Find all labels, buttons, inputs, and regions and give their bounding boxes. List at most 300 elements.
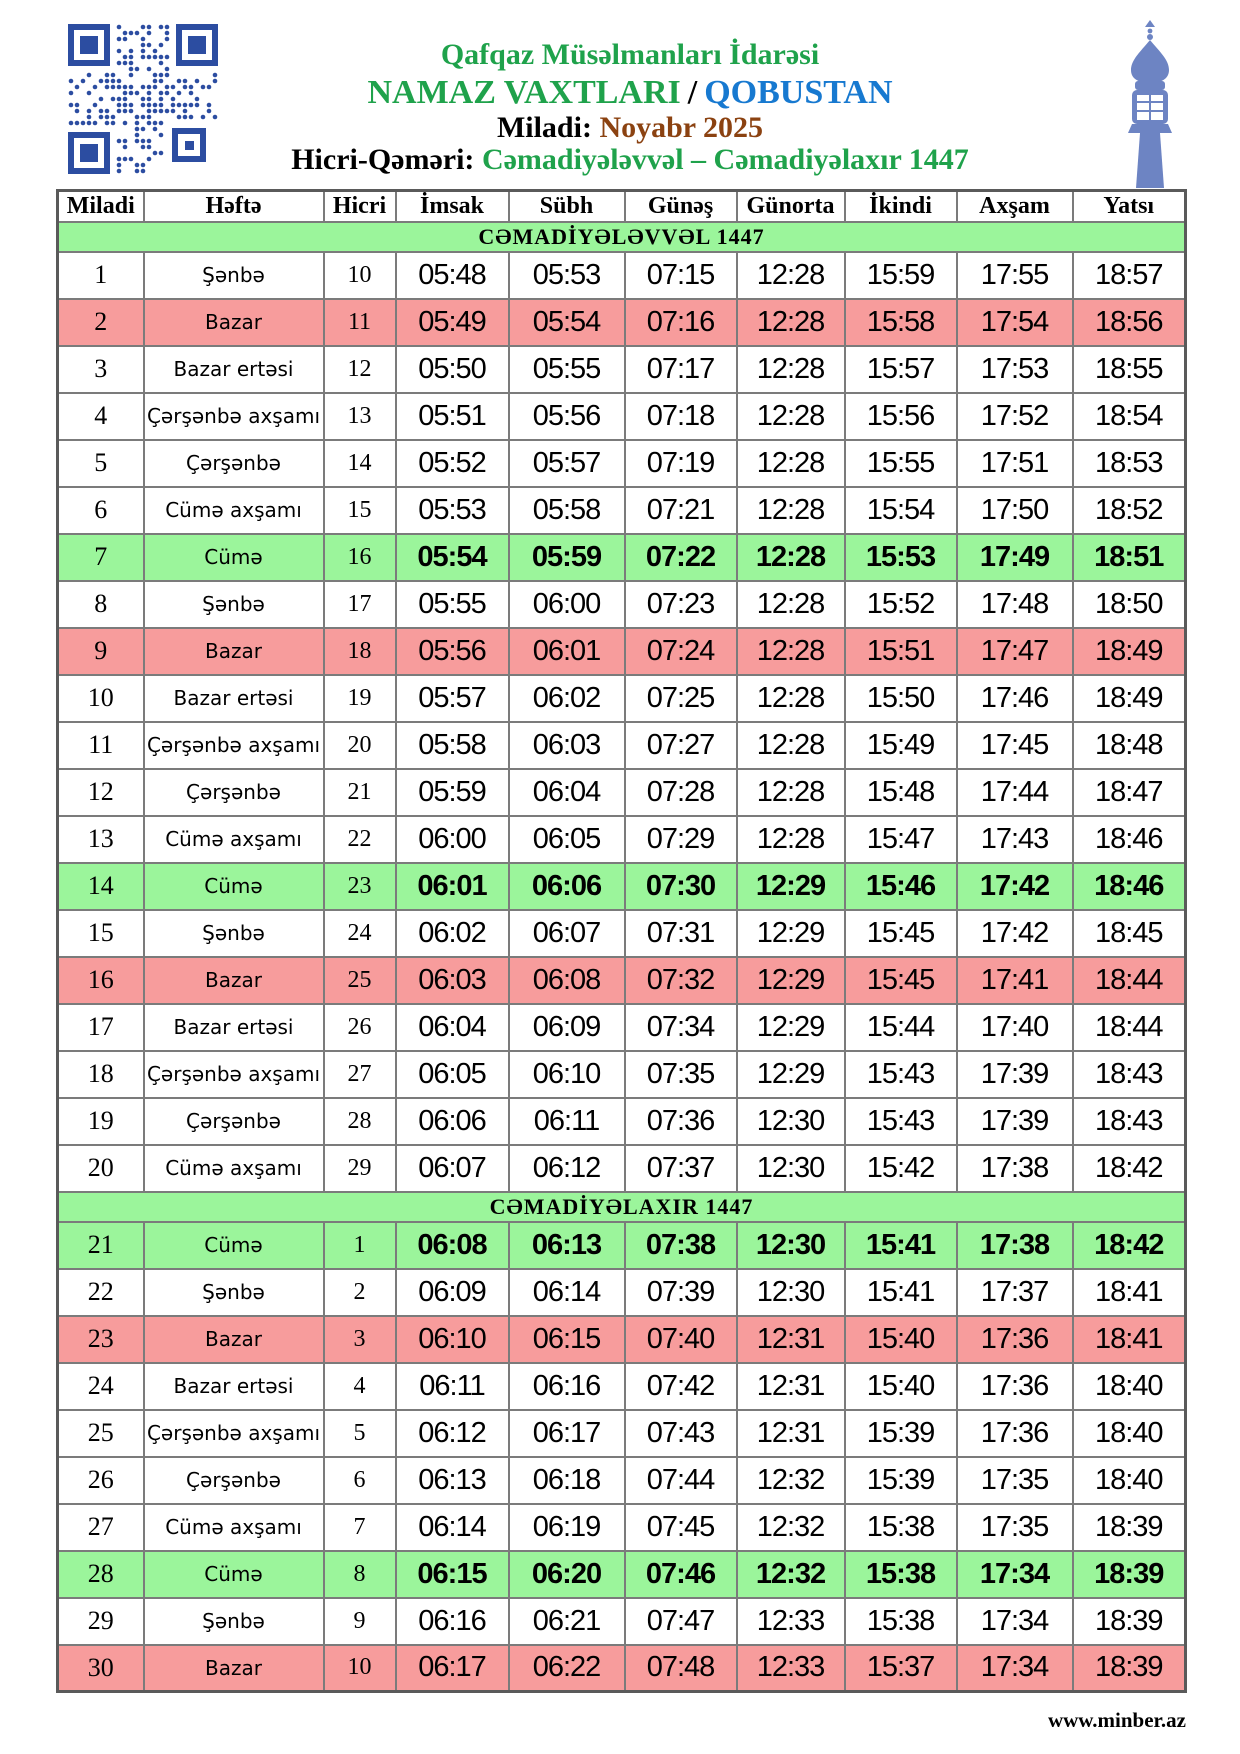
table-row xyxy=(58,1645,1186,1692)
cell-time-subh: 06:13 xyxy=(509,1222,625,1269)
cell-time-imsak: 06:16 xyxy=(396,1598,509,1645)
cell-time-imsak: 06:04 xyxy=(396,1004,509,1051)
cell-weekday: Cümə xyxy=(144,863,324,910)
cell-time-gunorta: 12:28 xyxy=(737,722,845,769)
cell-miladi: 17 xyxy=(58,1004,144,1051)
cell-time-ikindi: 15:40 xyxy=(845,1363,957,1410)
cell-weekday: Bazar ertəsi xyxy=(144,1363,324,1410)
table-row xyxy=(58,1504,1186,1551)
cell-time-yatsi: 18:49 xyxy=(1073,628,1186,675)
cell-time-aksam: 17:39 xyxy=(957,1098,1073,1145)
cell-time-ikindi: 15:53 xyxy=(845,534,957,581)
cell-miladi: 7 xyxy=(58,534,144,581)
cell-time-subh: 06:01 xyxy=(509,628,625,675)
cell-time-yatsi: 18:55 xyxy=(1073,346,1186,393)
column-header-ikindi: İkindi xyxy=(845,191,957,222)
cell-time-imsak: 06:06 xyxy=(396,1098,509,1145)
cell-time-imsak: 05:48 xyxy=(396,252,509,299)
cell-weekday: Bazar ertəsi xyxy=(144,675,324,722)
cell-hicri: 5 xyxy=(324,1410,396,1457)
hicri-line xyxy=(230,144,1030,176)
column-header-hefte: Həftə xyxy=(144,191,324,222)
cell-time-aksam: 17:42 xyxy=(957,863,1073,910)
cell-time-yatsi: 18:46 xyxy=(1073,816,1186,863)
cell-time-gunorta: 12:33 xyxy=(737,1645,845,1692)
cell-time-gunes: 07:16 xyxy=(625,299,737,346)
cell-time-yatsi: 18:53 xyxy=(1073,440,1186,487)
cell-time-yatsi: 18:51 xyxy=(1073,534,1186,581)
cell-time-ikindi: 15:54 xyxy=(845,487,957,534)
cell-time-yatsi: 18:46 xyxy=(1073,863,1186,910)
table-row xyxy=(58,1363,1186,1410)
cell-time-subh: 06:16 xyxy=(509,1363,625,1410)
cell-time-imsak: 06:14 xyxy=(396,1504,509,1551)
cell-time-gunorta: 12:28 xyxy=(737,816,845,863)
cell-miladi: 30 xyxy=(58,1645,144,1692)
cell-time-imsak: 05:54 xyxy=(396,534,509,581)
cell-time-gunes: 07:23 xyxy=(625,581,737,628)
cell-weekday: Şənbə xyxy=(144,1598,324,1645)
cell-time-gunorta: 12:29 xyxy=(737,1051,845,1098)
cell-time-aksam: 17:41 xyxy=(957,957,1073,1004)
cell-hicri: 10 xyxy=(324,252,396,299)
cell-time-subh: 06:08 xyxy=(509,957,625,1004)
location-title: QOBUSTAN xyxy=(704,74,893,111)
cell-miladi: 11 xyxy=(58,722,144,769)
cell-time-imsak: 06:01 xyxy=(396,863,509,910)
cell-time-aksam: 17:36 xyxy=(957,1316,1073,1363)
cell-time-gunorta: 12:28 xyxy=(737,440,845,487)
cell-time-ikindi: 15:40 xyxy=(845,1316,957,1363)
cell-time-subh: 05:56 xyxy=(509,393,625,440)
cell-time-ikindi: 15:45 xyxy=(845,957,957,1004)
cell-time-imsak: 06:11 xyxy=(396,1363,509,1410)
cell-time-gunorta: 12:29 xyxy=(737,1004,845,1051)
cell-time-ikindi: 15:45 xyxy=(845,910,957,957)
cell-time-aksam: 17:36 xyxy=(957,1363,1073,1410)
prayer-times-table xyxy=(56,189,1187,1693)
cell-time-gunorta: 12:31 xyxy=(737,1363,845,1410)
cell-time-gunes: 07:44 xyxy=(625,1457,737,1504)
table-row xyxy=(58,346,1186,393)
cell-time-gunorta: 12:28 xyxy=(737,487,845,534)
cell-time-gunes: 07:24 xyxy=(625,628,737,675)
cell-miladi: 24 xyxy=(58,1363,144,1410)
cell-hicri: 29 xyxy=(324,1145,396,1192)
cell-weekday: Bazar ertəsi xyxy=(144,1004,324,1051)
cell-miladi: 16 xyxy=(58,957,144,1004)
cell-weekday: Cümə axşamı xyxy=(144,816,324,863)
cell-time-ikindi: 15:38 xyxy=(845,1504,957,1551)
cell-time-gunes: 07:32 xyxy=(625,957,737,1004)
cell-time-subh: 06:04 xyxy=(509,769,625,816)
cell-time-gunorta: 12:28 xyxy=(737,628,845,675)
cell-time-yatsi: 18:52 xyxy=(1073,487,1186,534)
cell-miladi: 13 xyxy=(58,816,144,863)
cell-time-gunes: 07:48 xyxy=(625,1645,737,1692)
cell-hicri: 13 xyxy=(324,393,396,440)
cell-time-gunes: 07:45 xyxy=(625,1504,737,1551)
cell-weekday: Çərşənbə axşamı xyxy=(144,1410,324,1457)
table-row xyxy=(58,1145,1186,1192)
cell-miladi: 28 xyxy=(58,1551,144,1598)
cell-time-subh: 06:19 xyxy=(509,1504,625,1551)
cell-hicri: 17 xyxy=(324,581,396,628)
cell-time-gunes: 07:15 xyxy=(625,252,737,299)
cell-time-ikindi: 15:38 xyxy=(845,1551,957,1598)
cell-miladi: 2 xyxy=(58,299,144,346)
table-row xyxy=(58,816,1186,863)
cell-time-gunorta: 12:28 xyxy=(737,393,845,440)
cell-time-ikindi: 15:39 xyxy=(845,1457,957,1504)
cell-weekday: Çərşənbə xyxy=(144,1457,324,1504)
cell-time-gunes: 07:40 xyxy=(625,1316,737,1363)
cell-time-ikindi: 15:38 xyxy=(845,1598,957,1645)
cell-time-aksam: 17:47 xyxy=(957,628,1073,675)
cell-time-yatsi: 18:54 xyxy=(1073,393,1186,440)
miladi-label: Miladi: xyxy=(496,111,592,144)
cell-miladi: 22 xyxy=(58,1269,144,1316)
cell-time-ikindi: 15:50 xyxy=(845,675,957,722)
cell-time-yatsi: 18:44 xyxy=(1073,957,1186,1004)
cell-time-ikindi: 15:57 xyxy=(845,346,957,393)
section-header-row xyxy=(58,1192,1186,1222)
table-row xyxy=(58,534,1186,581)
cell-time-gunes: 07:19 xyxy=(625,440,737,487)
cell-time-gunes: 07:21 xyxy=(625,487,737,534)
cell-hicri: 1 xyxy=(324,1222,396,1269)
cell-time-yatsi: 18:48 xyxy=(1073,722,1186,769)
cell-weekday: Bazar ertəsi xyxy=(144,346,324,393)
cell-time-yatsi: 18:39 xyxy=(1073,1551,1186,1598)
cell-time-aksam: 17:50 xyxy=(957,487,1073,534)
cell-weekday: Cümə xyxy=(144,534,324,581)
cell-time-ikindi: 15:46 xyxy=(845,863,957,910)
table-row xyxy=(58,1222,1186,1269)
cell-time-imsak: 05:53 xyxy=(396,487,509,534)
cell-time-subh: 06:09 xyxy=(509,1004,625,1051)
cell-weekday: Şənbə xyxy=(144,910,324,957)
cell-hicri: 3 xyxy=(324,1316,396,1363)
miladi-line xyxy=(230,112,1030,144)
cell-weekday: Şənbə xyxy=(144,581,324,628)
table-row xyxy=(58,1551,1186,1598)
cell-miladi: 5 xyxy=(58,440,144,487)
cell-miladi: 25 xyxy=(58,1410,144,1457)
table-row xyxy=(58,628,1186,675)
footer-website: www.minber.az xyxy=(1047,1708,1186,1732)
cell-time-gunes: 07:37 xyxy=(625,1145,737,1192)
cell-time-ikindi: 15:59 xyxy=(845,252,957,299)
table-row xyxy=(58,910,1186,957)
cell-time-gunorta: 12:30 xyxy=(737,1269,845,1316)
cell-time-yatsi: 18:56 xyxy=(1073,299,1186,346)
cell-hicri: 11 xyxy=(324,299,396,346)
cell-time-subh: 06:06 xyxy=(509,863,625,910)
cell-time-aksam: 17:34 xyxy=(957,1645,1073,1692)
header-titles xyxy=(230,36,1030,176)
cell-miladi: 14 xyxy=(58,863,144,910)
cell-weekday: Cümə xyxy=(144,1551,324,1598)
cell-hicri: 8 xyxy=(324,1551,396,1598)
cell-hicri: 23 xyxy=(324,863,396,910)
cell-time-ikindi: 15:49 xyxy=(845,722,957,769)
cell-time-yatsi: 18:39 xyxy=(1073,1504,1186,1551)
cell-time-gunes: 07:35 xyxy=(625,1051,737,1098)
cell-time-ikindi: 15:43 xyxy=(845,1051,957,1098)
table-row xyxy=(58,957,1186,1004)
table-row xyxy=(58,863,1186,910)
cell-time-gunes: 07:31 xyxy=(625,910,737,957)
cell-hicri: 18 xyxy=(324,628,396,675)
cell-time-aksam: 17:38 xyxy=(957,1145,1073,1192)
cell-time-aksam: 17:54 xyxy=(957,299,1073,346)
cell-time-ikindi: 15:43 xyxy=(845,1098,957,1145)
cell-miladi: 8 xyxy=(58,581,144,628)
cell-time-yatsi: 18:41 xyxy=(1073,1316,1186,1363)
table-row xyxy=(58,722,1186,769)
qr-code-icon xyxy=(68,24,218,174)
cell-time-imsak: 05:50 xyxy=(396,346,509,393)
cell-hicri: 15 xyxy=(324,487,396,534)
cell-time-imsak: 05:59 xyxy=(396,769,509,816)
cell-time-gunes: 07:46 xyxy=(625,1551,737,1598)
cell-time-subh: 05:54 xyxy=(509,299,625,346)
hicri-label: Hicri-Qəməri: xyxy=(291,143,475,176)
cell-hicri: 22 xyxy=(324,816,396,863)
cell-time-gunes: 07:36 xyxy=(625,1098,737,1145)
cell-time-imsak: 06:10 xyxy=(396,1316,509,1363)
cell-time-subh: 06:12 xyxy=(509,1145,625,1192)
cell-miladi: 4 xyxy=(58,393,144,440)
cell-time-imsak: 05:56 xyxy=(396,628,509,675)
table-row xyxy=(58,1598,1186,1645)
cell-miladi: 23 xyxy=(58,1316,144,1363)
cell-hicri: 19 xyxy=(324,675,396,722)
cell-time-gunorta: 12:31 xyxy=(737,1316,845,1363)
table-row xyxy=(58,1098,1186,1145)
cell-weekday: Bazar xyxy=(144,628,324,675)
cell-time-gunorta: 12:28 xyxy=(737,534,845,581)
cell-time-yatsi: 18:41 xyxy=(1073,1269,1186,1316)
hicri-value: Cəmadiyələvvəl – Cəmadiyəlaxır 1447 xyxy=(481,143,969,176)
cell-weekday: Çərşənbə axşamı xyxy=(144,393,324,440)
table-row xyxy=(58,1004,1186,1051)
cell-time-gunorta: 12:32 xyxy=(737,1551,845,1598)
cell-time-gunorta: 12:30 xyxy=(737,1098,845,1145)
cell-hicri: 16 xyxy=(324,534,396,581)
cell-time-imsak: 05:52 xyxy=(396,440,509,487)
cell-time-subh: 06:02 xyxy=(509,675,625,722)
cell-hicri: 20 xyxy=(324,722,396,769)
cell-time-yatsi: 18:50 xyxy=(1073,581,1186,628)
cell-time-ikindi: 15:52 xyxy=(845,581,957,628)
cell-time-gunes: 07:47 xyxy=(625,1598,737,1645)
table-row xyxy=(58,1051,1186,1098)
cell-weekday: Bazar xyxy=(144,957,324,1004)
cell-time-aksam: 17:40 xyxy=(957,1004,1073,1051)
cell-time-gunorta: 12:33 xyxy=(737,1598,845,1645)
cell-time-subh: 06:22 xyxy=(509,1645,625,1692)
cell-time-ikindi: 15:39 xyxy=(845,1410,957,1457)
cell-time-aksam: 17:36 xyxy=(957,1410,1073,1457)
cell-time-aksam: 17:44 xyxy=(957,769,1073,816)
column-header-subh: Sübh xyxy=(509,191,625,222)
cell-miladi: 20 xyxy=(58,1145,144,1192)
cell-time-yatsi: 18:40 xyxy=(1073,1363,1186,1410)
cell-weekday: Çərşənbə xyxy=(144,440,324,487)
cell-hicri: 27 xyxy=(324,1051,396,1098)
cell-time-yatsi: 18:45 xyxy=(1073,910,1186,957)
cell-time-ikindi: 15:58 xyxy=(845,299,957,346)
cell-time-aksam: 17:49 xyxy=(957,534,1073,581)
cell-time-subh: 06:14 xyxy=(509,1269,625,1316)
cell-time-gunes: 07:22 xyxy=(625,534,737,581)
cell-weekday: Çərşənbə axşamı xyxy=(144,1051,324,1098)
cell-hicri: 10 xyxy=(324,1645,396,1692)
cell-miladi: 9 xyxy=(58,628,144,675)
cell-time-yatsi: 18:42 xyxy=(1073,1145,1186,1192)
cell-time-gunorta: 12:32 xyxy=(737,1504,845,1551)
cell-time-yatsi: 18:40 xyxy=(1073,1457,1186,1504)
org-title: Qafqaz Müsəlmanları İdarəsi xyxy=(440,38,820,71)
cell-hicri: 9 xyxy=(324,1598,396,1645)
cell-time-ikindi: 15:41 xyxy=(845,1269,957,1316)
cell-time-subh: 05:58 xyxy=(509,487,625,534)
cell-time-imsak: 05:57 xyxy=(396,675,509,722)
cell-time-gunes: 07:17 xyxy=(625,346,737,393)
miladi-value: Noyabr 2025 xyxy=(599,111,764,144)
cell-time-imsak: 06:08 xyxy=(396,1222,509,1269)
cell-weekday: Çərşənbə xyxy=(144,1098,324,1145)
table-row xyxy=(58,581,1186,628)
cell-time-ikindi: 15:47 xyxy=(845,816,957,863)
cell-time-yatsi: 18:39 xyxy=(1073,1645,1186,1692)
cell-time-gunes: 07:18 xyxy=(625,393,737,440)
cell-miladi: 15 xyxy=(58,910,144,957)
cell-time-gunorta: 12:30 xyxy=(737,1145,845,1192)
cell-miladi: 3 xyxy=(58,346,144,393)
cell-time-gunorta: 12:28 xyxy=(737,769,845,816)
cell-time-gunorta: 12:28 xyxy=(737,581,845,628)
cell-hicri: 26 xyxy=(324,1004,396,1051)
prayer-table-header-row xyxy=(58,191,1186,222)
cell-hicri: 6 xyxy=(324,1457,396,1504)
cell-time-gunorta: 12:31 xyxy=(737,1410,845,1457)
cell-hicri: 24 xyxy=(324,910,396,957)
table-row xyxy=(58,1269,1186,1316)
cell-time-subh: 05:53 xyxy=(509,252,625,299)
cell-miladi: 18 xyxy=(58,1051,144,1098)
cell-time-aksam: 17:34 xyxy=(957,1551,1073,1598)
cell-time-yatsi: 18:47 xyxy=(1073,769,1186,816)
cell-time-gunorta: 12:32 xyxy=(737,1457,845,1504)
cell-time-yatsi: 18:42 xyxy=(1073,1222,1186,1269)
cell-time-aksam: 17:35 xyxy=(957,1457,1073,1504)
cell-time-gunes: 07:27 xyxy=(625,722,737,769)
cell-miladi: 6 xyxy=(58,487,144,534)
cell-weekday: Bazar xyxy=(144,1645,324,1692)
cell-time-yatsi: 18:49 xyxy=(1073,675,1186,722)
cell-time-gunes: 07:38 xyxy=(625,1222,737,1269)
cell-time-imsak: 06:05 xyxy=(396,1051,509,1098)
column-header-gunes: Günəş xyxy=(625,191,737,222)
cell-time-gunorta: 12:28 xyxy=(737,675,845,722)
cell-hicri: 12 xyxy=(324,346,396,393)
cell-weekday: Cümə axşamı xyxy=(144,1145,324,1192)
cell-time-ikindi: 15:56 xyxy=(845,393,957,440)
cell-hicri: 25 xyxy=(324,957,396,1004)
cell-time-yatsi: 18:43 xyxy=(1073,1051,1186,1098)
cell-time-aksam: 17:43 xyxy=(957,816,1073,863)
section-header-row xyxy=(58,222,1186,252)
cell-time-subh: 06:07 xyxy=(509,910,625,957)
cell-miladi: 19 xyxy=(58,1098,144,1145)
cell-time-subh: 06:11 xyxy=(509,1098,625,1145)
cell-time-gunes: 07:34 xyxy=(625,1004,737,1051)
cell-time-gunorta: 12:29 xyxy=(737,957,845,1004)
cell-time-subh: 06:21 xyxy=(509,1598,625,1645)
cell-time-imsak: 05:51 xyxy=(396,393,509,440)
cell-time-subh: 06:17 xyxy=(509,1410,625,1457)
cell-time-subh: 06:05 xyxy=(509,816,625,863)
table-row xyxy=(58,1410,1186,1457)
cell-time-imsak: 05:58 xyxy=(396,722,509,769)
table-row xyxy=(58,393,1186,440)
cell-miladi: 21 xyxy=(58,1222,144,1269)
cell-time-subh: 05:57 xyxy=(509,440,625,487)
cell-time-aksam: 17:53 xyxy=(957,346,1073,393)
cell-time-yatsi: 18:40 xyxy=(1073,1410,1186,1457)
cell-time-aksam: 17:35 xyxy=(957,1504,1073,1551)
cell-weekday: Şənbə xyxy=(144,252,324,299)
cell-miladi: 26 xyxy=(58,1457,144,1504)
cell-time-ikindi: 15:55 xyxy=(845,440,957,487)
cell-time-aksam: 17:37 xyxy=(957,1269,1073,1316)
cell-miladi: 27 xyxy=(58,1504,144,1551)
cell-hicri: 21 xyxy=(324,769,396,816)
cell-time-subh: 06:18 xyxy=(509,1457,625,1504)
cell-time-ikindi: 15:51 xyxy=(845,628,957,675)
cell-weekday: Şənbə xyxy=(144,1269,324,1316)
cell-time-ikindi: 15:44 xyxy=(845,1004,957,1051)
cell-miladi: 12 xyxy=(58,769,144,816)
cell-time-imsak: 06:02 xyxy=(396,910,509,957)
cell-time-gunes: 07:29 xyxy=(625,816,737,863)
cell-time-imsak: 06:07 xyxy=(396,1145,509,1192)
cell-time-gunes: 07:25 xyxy=(625,675,737,722)
cell-weekday: Cümə axşamı xyxy=(144,1504,324,1551)
cell-hicri: 4 xyxy=(324,1363,396,1410)
table-row xyxy=(58,769,1186,816)
table-row xyxy=(58,440,1186,487)
table-row xyxy=(58,1457,1186,1504)
cell-time-subh: 05:59 xyxy=(509,534,625,581)
cell-miladi: 10 xyxy=(58,675,144,722)
cell-time-yatsi: 18:57 xyxy=(1073,252,1186,299)
cell-weekday: Cümə axşamı xyxy=(144,487,324,534)
cell-time-imsak: 06:03 xyxy=(396,957,509,1004)
cell-weekday: Bazar xyxy=(144,1316,324,1363)
cell-time-gunorta: 12:28 xyxy=(737,346,845,393)
column-header-yatsi: Yatsı xyxy=(1073,191,1186,222)
cell-time-gunes: 07:28 xyxy=(625,769,737,816)
cell-time-subh: 06:20 xyxy=(509,1551,625,1598)
cell-weekday: Bazar xyxy=(144,299,324,346)
cell-time-imsak: 06:00 xyxy=(396,816,509,863)
cell-time-imsak: 05:55 xyxy=(396,581,509,628)
title-separator: / xyxy=(687,74,698,111)
